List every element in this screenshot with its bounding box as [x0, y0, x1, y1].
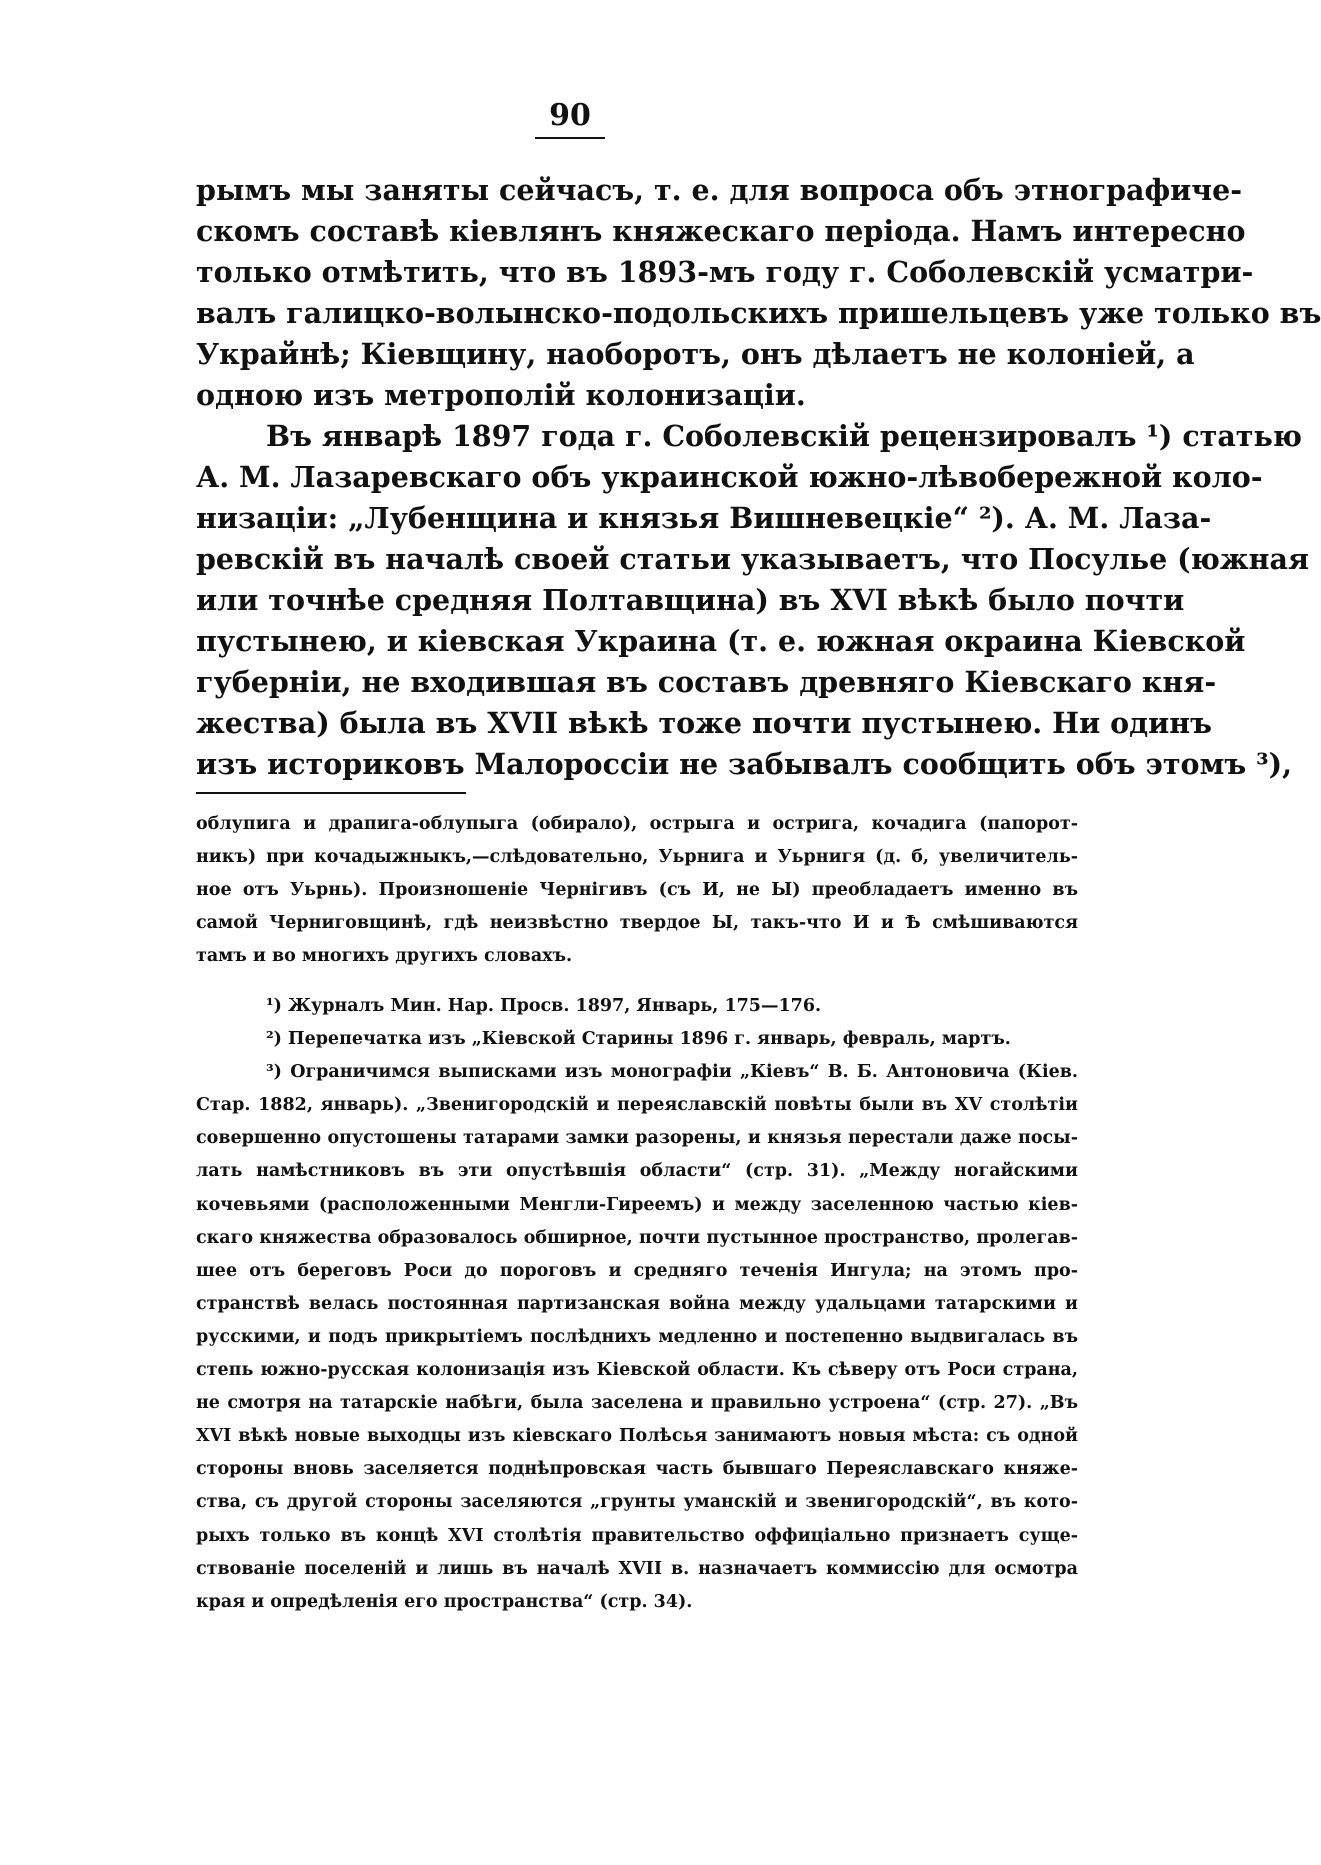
- text-line: ревскій въ началѣ своей статьи указываетъ, что Посулье (южная: [196, 542, 1310, 576]
- footnote-line: тамъ и во многихъ другихъ словахъ.: [196, 946, 573, 966]
- footnotes: [196, 990, 1078, 1619]
- footnote-line: стороны вновь заселяется поднѣпровская часть бывшаго Переяславскаго княже-: [196, 1459, 1078, 1480]
- text-line: жества) была въ XVII вѣкѣ тоже почти пустынею. Ни одинъ: [196, 706, 1212, 740]
- text-line: А. М. Лазаревскаго объ украинской южно-лѣвобережной коло-: [196, 460, 1263, 494]
- main-text: [196, 170, 1321, 785]
- footnote-line: кочевьями (расположенными Менгли-Гиреемъ) и между заселенною частью кіев-: [196, 1194, 1078, 1215]
- footnote-line: не смотря на татарскіе набѣги, была заселена и правильно устроена“ (стр. 27). „Въ: [196, 1393, 1078, 1414]
- footnote-line: странствѣ велась постоянная партизанская война между удальцами татарскими и: [196, 1293, 1078, 1314]
- footnote-line: края и опредѣленія его пространства“ (стр. 34).: [196, 1591, 693, 1612]
- footnote-line: рыхъ только въ концѣ XVI столѣтія правительство оффиціально признаетъ суще-: [196, 1525, 1078, 1546]
- text-line: или точнѣе средняя Полтавщина) въ XVI вѣкѣ было почти: [196, 583, 1185, 617]
- footnote-line: ствованіе поселеній и лишь въ началѣ XVII в. назначаетъ коммиссію для осмотра: [196, 1558, 1078, 1579]
- footnote-line: русскими, и подъ прикрытіемъ послѣднихъ медленно и постепенно выдвигалась въ: [196, 1326, 1078, 1347]
- footnote-line: ¹) Журналъ Мин. Нар. Просв. 1897, Январь, 175—176.: [266, 996, 822, 1016]
- footnote-line: шее отъ береговъ Роси до пороговъ и средняго теченія Ингула; на этомъ про-: [196, 1260, 1078, 1281]
- text-line: рымъ мы заняты сейчасъ, т. е. для вопроса объ этнографиче-: [196, 173, 1243, 207]
- page-number-underline: [535, 137, 605, 139]
- text-line: одною изъ метрополій колонизаціи.: [196, 378, 806, 412]
- footnote-line: XVI вѣкѣ новые выходцы изъ кіевскаго Полѣсья занимаютъ новыя мѣста: съ одной: [196, 1426, 1078, 1447]
- footnote-line: ²) Перепечатка изъ „Кіевской Старины 1896 г. январь, февраль, мартъ.: [266, 1029, 1011, 1050]
- footnote-line: лать намѣстниковъ въ эти опустѣвшія области“ (стр. 31). „Между ногайскими: [196, 1161, 1078, 1182]
- text-line: валъ галицко-волынско-подольскихъ пришельцевъ уже только въ: [196, 296, 1321, 330]
- text-line: изъ историковъ Малороссіи не забывалъ сообщить объ этомъ ³),: [196, 747, 1292, 781]
- text-line: низаціи: „Лубенщина и князья Вишневецкіе“ ²). А. М. Лаза-: [196, 501, 1212, 535]
- footnote-line: Стар. 1882, январь). „Звенигородскій и переяславскій повѣты были въ XV столѣтіи: [196, 1095, 1078, 1116]
- footnote-line: степь южно-русская колонизація изъ Кіевской области. Къ сѣверу отъ Роси страна,: [196, 1360, 1078, 1381]
- text-line: скомъ составѣ кіевлянъ княжескаго періода. Намъ интересно: [196, 214, 1246, 248]
- footnote-line: ства, съ другой стороны заселяются „грунты уманскій и звенигородскій“, въ кото-: [196, 1492, 1078, 1513]
- footnote-line: никъ) при кочадыжныкъ,—слѣдовательно, Уьрнига и Уьрнигя (д. б, увеличитель-: [196, 847, 1078, 867]
- footnote-line: ³) Ограничимся выписками изъ монографіи „Кіевъ“ В. Б. Антоновича (Кіев.: [266, 1062, 1078, 1083]
- footnote-line: скаго княжества образовалось обширное, почти пустынное пространство, пролегав-: [196, 1227, 1078, 1248]
- page-number: 90: [549, 98, 591, 133]
- text-line: Украйнѣ; Кіевщину, наоборотъ, онъ дѣлаетъ не колоніей, а: [196, 337, 1195, 371]
- text-line: пустынею, и кіевская Украина (т. е. южная окраина Кіевской: [196, 624, 1246, 658]
- footnote-line: самой Черниговщинѣ, гдѣ неизвѣстно твердое Ы, такъ-что И и Ѣ смѣшиваются: [196, 913, 1078, 933]
- text-line: Въ январѣ 1897 года г. Соболевскій рецензировалъ ¹) статью: [266, 419, 1303, 453]
- footnote-continued: [196, 808, 1078, 973]
- footnote-line: совершенно опустошены татарами замки разорены, и князья перестали даже посы-: [196, 1128, 1078, 1149]
- footnote-line: облупига и драпига-облупыга (обирало), острыга и острига, кочадига (папорот-: [196, 814, 1078, 834]
- text-line: только отмѣтить, что въ 1893-мъ году г. Соболевскій усматри-: [196, 255, 1254, 289]
- footnote-line: ное отъ Уьрнь). Произношеніе Чернігивъ (съ И, не Ы) преобладаетъ именно въ: [196, 880, 1078, 900]
- footnote-divider: [196, 792, 466, 794]
- text-line: губерніи, не входившая въ составъ древняго Кіевскаго кня-: [196, 665, 1217, 699]
